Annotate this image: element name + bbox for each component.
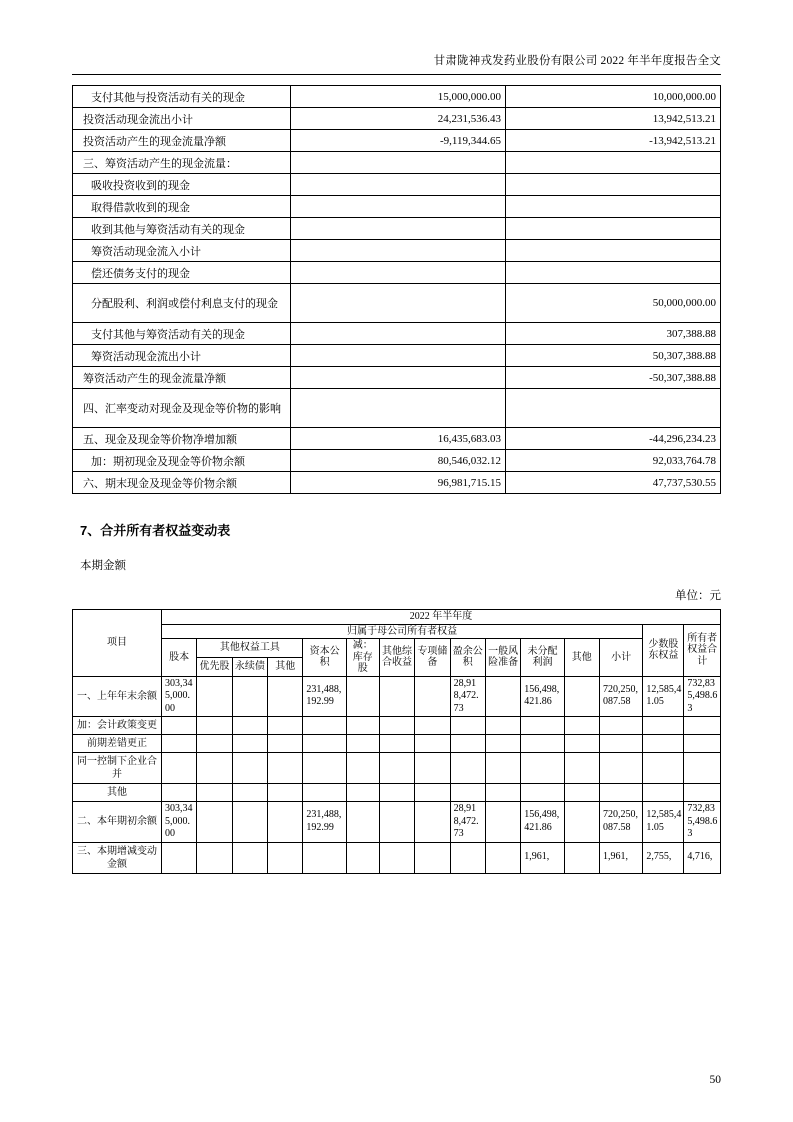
cell-oci [379,802,414,843]
header-other-equity-instruments: 其他权益工具 [197,639,303,658]
row-value-current [291,196,506,218]
row-value-current: 80,546,032.12 [291,450,506,472]
cell-other [564,717,599,735]
table-row [73,218,721,240]
row-label: 筹资活动产生的现金流量净额 [73,367,291,389]
cell-subtotal [599,753,642,784]
cell-surplus-reserve: 28,918,472.73 [450,676,485,717]
row-label: 吸收投资收到的现金 [73,174,291,196]
cell-share-capital: 303,345,000.00 [161,802,196,843]
header-period: 2022 年半年度 [161,610,720,625]
row-label: 支付其他与筹资活动有关的现金 [73,323,291,345]
row-value-current: 24,231,536.43 [291,108,506,130]
equity-change-table [72,609,721,874]
cell-minority [643,753,684,784]
cell-retained-earnings [521,753,564,784]
row-label: 偿还债务支付的现金 [73,262,291,284]
cell-share-capital [161,717,196,735]
row-value-prior: 47,737,530.55 [506,472,721,494]
cell-other [564,784,599,802]
cell-special-reserve [415,676,450,717]
table-row [73,130,721,152]
row-value-current: -9,119,344.65 [291,130,506,152]
table-row [73,108,721,130]
cell-capital-reserve [303,717,346,735]
header-divider [72,74,721,75]
row-value-current: 96,981,715.15 [291,472,506,494]
cell-other-instruments [268,735,303,753]
table-row [73,472,721,494]
cell-general-risk [485,717,520,735]
row-value-current [291,345,506,367]
cell-retained-earnings [521,735,564,753]
cell-other-instruments [268,842,303,873]
cell-treasury [346,753,379,784]
cell-surplus-reserve [450,735,485,753]
page-header [72,52,721,74]
cell-minority [643,735,684,753]
section-heading: 7、合并所有者权益变动表 [80,523,231,538]
cell-oci [379,753,414,784]
table-row [73,676,721,717]
cell-general-risk [485,676,520,717]
table-row [73,152,721,174]
cell-other-instruments [268,717,303,735]
row-value-current [291,389,506,428]
cell-capital-reserve [303,842,346,873]
cell-capital-reserve: 231,488,192.99 [303,802,346,843]
cell-special-reserve [415,784,450,802]
cell-perpetual [232,676,267,717]
cash-flow-statement-table [72,85,721,494]
cell-surplus-reserve [450,753,485,784]
cell-total [684,784,721,802]
period-note: 本期金额 [80,560,126,572]
cell-capital-reserve [303,784,346,802]
row-label: 筹资活动现金流入小计 [73,240,291,262]
row-value-prior [506,240,721,262]
cell-perpetual [232,735,267,753]
row-value-prior: 50,307,388.88 [506,345,721,367]
header-subtotal: 小计 [599,639,642,677]
row-label: 一、上年年末余额 [73,676,162,717]
cell-retained-earnings [521,717,564,735]
header-preferred-shares: 优先股 [197,657,232,676]
cell-subtotal: 1,961, [599,842,642,873]
row-label: 筹资活动现金流出小计 [73,345,291,367]
cell-minority: 2,755, [643,842,684,873]
row-value-current [291,240,506,262]
table-row [73,717,721,735]
row-label: 二、本年期初余额 [73,802,162,843]
cell-treasury [346,784,379,802]
cell-treasury [346,842,379,873]
row-value-prior [506,262,721,284]
row-label: 三、本期增减变动金额 [73,842,162,873]
cell-share-capital [161,784,196,802]
cell-general-risk [485,784,520,802]
row-value-prior [506,196,721,218]
cell-subtotal [599,735,642,753]
cell-other [564,753,599,784]
row-label: 取得借款收到的现金 [73,196,291,218]
cell-retained-earnings: 156,498,421.86 [521,802,564,843]
table-row [73,196,721,218]
cell-share-capital [161,842,196,873]
cell-special-reserve [415,735,450,753]
cell-preferred [197,735,232,753]
row-label: 投资活动现金流出小计 [73,108,291,130]
cell-other [564,676,599,717]
row-value-current [291,174,506,196]
cell-general-risk [485,802,520,843]
cell-capital-reserve [303,735,346,753]
cell-treasury [346,735,379,753]
header-other: 其他 [564,639,599,677]
cell-total [684,735,721,753]
row-value-prior: 10,000,000.00 [506,86,721,108]
cell-retained-earnings: 156,498,421.86 [521,676,564,717]
cell-total [684,753,721,784]
cell-perpetual [232,753,267,784]
cell-other-instruments [268,784,303,802]
cell-subtotal: 720,250,087.58 [599,676,642,717]
table-row [73,735,721,753]
cell-total: 732,835,498.63 [684,676,721,717]
header-title: 甘肃陇神戎发药业股份有限公司 2022 年半年度报告全文 [433,55,721,67]
row-value-current [291,218,506,240]
row-label: 支付其他与投资活动有关的现金 [73,86,291,108]
cell-retained-earnings: 1,961, [521,842,564,873]
header-item: 项目 [73,610,162,677]
cell-perpetual [232,784,267,802]
cell-oci [379,717,414,735]
header-capital-reserve: 资本公积 [303,639,346,677]
cell-oci [379,784,414,802]
row-value-prior [506,152,721,174]
table-row [73,86,721,108]
cell-preferred [197,784,232,802]
header-other-comprehensive-income: 其他综合收益 [379,639,414,677]
cell-general-risk [485,753,520,784]
cell-special-reserve [415,717,450,735]
cell-other [564,842,599,873]
header-row-period [73,610,721,625]
cell-share-capital [161,753,196,784]
table-row [73,240,721,262]
row-label: 其他 [73,784,162,802]
cell-total [684,717,721,735]
cell-perpetual [232,842,267,873]
cash-flow-body [73,86,721,494]
cell-special-reserve [415,753,450,784]
header-perpetual-bonds: 永续债 [232,657,267,676]
row-value-prior: -44,296,234.23 [506,428,721,450]
row-label: 分配股利、利润或偿付利息支付的现金 [73,284,291,323]
row-value-current [291,284,506,323]
unit-note: 单位：元 [675,590,721,602]
row-value-prior: 13,942,513.21 [506,108,721,130]
cell-retained-earnings [521,784,564,802]
row-value-current [291,262,506,284]
cell-minority [643,784,684,802]
row-label: 五、现金及现金等价物净增加额 [73,428,291,450]
header-surplus-reserve: 盈余公积 [450,639,485,677]
cell-subtotal: 720,250,087.58 [599,802,642,843]
cell-other-instruments [268,802,303,843]
row-value-prior: 307,388.88 [506,323,721,345]
table-row [73,174,721,196]
header-total: 所有者权益合计 [684,624,721,676]
table-row [73,389,721,428]
table-row [73,842,721,873]
header-other-instruments: 其他 [268,657,303,676]
cell-minority: 12,585,41.05 [643,676,684,717]
table-row [73,784,721,802]
cell-preferred [197,842,232,873]
row-value-prior: -13,942,513.21 [506,130,721,152]
cell-surplus-reserve [450,842,485,873]
page-number: 50 [709,1074,721,1086]
cell-share-capital [161,735,196,753]
row-value-current [291,367,506,389]
table-row [73,262,721,284]
row-label: 三、筹资活动产生的现金流量： [73,152,291,174]
cell-surplus-reserve [450,784,485,802]
header-treasury-stock: 减：库存股 [346,639,379,677]
row-label: 投资活动产生的现金流量净额 [73,130,291,152]
table-row [73,428,721,450]
cell-capital-reserve: 231,488,192.99 [303,676,346,717]
cell-other [564,735,599,753]
table-row [73,284,721,323]
row-value-current [291,323,506,345]
cell-special-reserve [415,802,450,843]
row-value-prior [506,389,721,428]
table-row [73,323,721,345]
cell-other-instruments [268,753,303,784]
header-parent-equity: 归属于母公司所有者权益 [161,624,642,639]
header-row-groups [73,639,721,658]
cell-general-risk [485,735,520,753]
header-share-capital: 股本 [161,639,196,677]
cell-other-instruments [268,676,303,717]
header-retained-earnings: 未分配利润 [521,639,564,677]
cell-perpetual [232,717,267,735]
cell-surplus-reserve [450,717,485,735]
cell-preferred [197,802,232,843]
cell-other [564,802,599,843]
cell-total: 732,835,498.63 [684,802,721,843]
table-row [73,802,721,843]
row-value-prior: -50,307,388.88 [506,367,721,389]
row-value-prior: 92,033,764.78 [506,450,721,472]
header-special-reserve: 专项储备 [415,639,450,677]
table-row [73,450,721,472]
row-value-prior [506,218,721,240]
row-label: 加：会计政策变更 [73,717,162,735]
cell-preferred [197,676,232,717]
row-label: 六、期末现金及现金等价物余额 [73,472,291,494]
cell-subtotal [599,717,642,735]
cell-treasury [346,676,379,717]
cell-total: 4,716, [684,842,721,873]
table-row [73,753,721,784]
row-value-prior: 50,000,000.00 [506,284,721,323]
cell-minority [643,717,684,735]
row-value-current: 15,000,000.00 [291,86,506,108]
cell-capital-reserve [303,753,346,784]
cell-oci [379,735,414,753]
cell-oci [379,676,414,717]
table-row [73,367,721,389]
header-minority: 少数股东权益 [643,624,684,676]
row-value-prior [506,174,721,196]
cell-general-risk [485,842,520,873]
row-value-current [291,152,506,174]
cell-subtotal [599,784,642,802]
cell-oci [379,842,414,873]
row-label: 四、汇率变动对现金及现金等价物的影响 [73,389,291,428]
row-label: 同一控制下企业合并 [73,753,162,784]
cell-surplus-reserve: 28,918,472.73 [450,802,485,843]
cell-special-reserve [415,842,450,873]
header-row-parent [73,624,721,639]
cell-perpetual [232,802,267,843]
cell-treasury [346,802,379,843]
cell-share-capital: 303,345,000.00 [161,676,196,717]
header-general-risk-reserve: 一般风险准备 [485,639,520,677]
equity-table-body [73,676,721,873]
row-label: 加：期初现金及现金等价物余额 [73,450,291,472]
cell-minority: 12,585,41.05 [643,802,684,843]
row-value-current: 16,435,683.03 [291,428,506,450]
cell-preferred [197,753,232,784]
row-label: 前期差错更正 [73,735,162,753]
cell-treasury [346,717,379,735]
equity-table-head [73,610,721,677]
table-row [73,345,721,367]
row-label: 收到其他与筹资活动有关的现金 [73,218,291,240]
cell-preferred [197,717,232,735]
